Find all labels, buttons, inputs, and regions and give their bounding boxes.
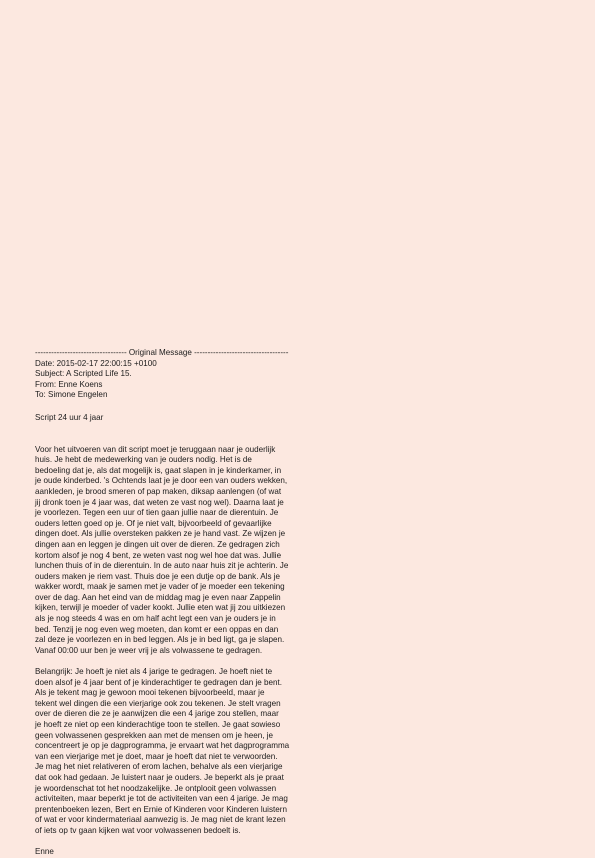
text-line: over de dieren die ze je aanwijzen die een 4 jarige zou stellen, maar [35,709,279,719]
text-line: van een vierjarige met je doet, maar je hoeft dat niet te verwoorden. [35,751,278,761]
text-line: aankleden, je brood smeren of pap maken, diksap aanlengen (of wat [35,486,282,496]
email-date: Date: 2015-02-17 22:00:15 +0100 [35,358,157,368]
text-line: huis. Je hebt de medewerking van je ouders nodig. Het is de [35,455,252,465]
text-line: concentreert je op je dagprogramma, je ervaart wat het dagprogramma [35,741,290,751]
script-heading: Script 24 uur 4 jaar [35,412,104,422]
text-line: dat ook had gedaan. Je luistert naar je ouders. Je beperkt als je praat [35,772,284,782]
text-line: als je nog steeds 4 was en om half acht legt een van je ouders je in [35,614,276,624]
text-line: of wat er voor kindermateriaal aanwezig is. Je mag niet de krant lezen [35,815,286,825]
text-line: je woordenschat tot het noodzakelijke. Je ontplooit geen volwassen [35,783,277,793]
text-line: je voorlezen. Tegen een uur of tien gaan jullie naar de dierentuin. Je [35,508,279,518]
text-line: of iets op tv gaan kijken wat voor volwassenen bedoelt is. [35,825,241,835]
text-line: jij dronk toen je 4 jaar was, dat weten ze vast nog wel). Daarna laat je [35,497,284,507]
text-line: Als je tekent mag je gewoon mooi tekenen bijvoorbeeld, maar je [35,688,265,698]
text-line: bed. Tenzij je nog even weg moeten, dan komt er een oppas en dan [35,624,279,634]
text-line: lunchen thuis of in de dierentuin. In de auto naar huis zit je achterin. Je [35,561,289,571]
paragraph-instructions [35,445,565,657]
text-line: Belangrijk: Je hoeft je niet als 4 jarige te gedragen. Je hoeft niet te [35,667,273,677]
text-line: ouders maken je riem vast. Thuis doe je een dutje op de bank. Als je [35,571,281,581]
text-line: je hoeft ze niet op een kinderachtige toon te stellen. Je gaat sowieso [35,720,281,729]
text-line: Je mag het niet relativeren of erom lachen, behalve als een vierjarige [35,762,283,772]
text-line: Vanaf 00:00 uur ben je weer vrij je als volwassene te gedragen. [35,645,263,655]
text-line: over de dag. Aan het eind van de middag mag je even naar Zappelin [35,592,281,602]
text-line: activiteiten, maar beperkt je tot de activiteiten van een 4 jarige. Je mag [35,794,288,804]
email-to: To: Simone Engelen [35,390,108,400]
text-line: zal deze je voorlezen en in bed leggen. Als je in bed ligt, ga je slapen. [35,635,285,645]
text-line: Voor het uitvoeren van dit script moet je teruggaan naar je ouderlijk [35,444,276,454]
text-line: kijken, terwijl je moeder of vader kookt. Jullie eten wat jij zou uitkiezen [35,603,286,613]
text-line: geen volwassenen gesprekken aan met de mensen om je heen, je [35,730,274,740]
text-line: doen alsof je 4 jaar bent of je kinderachtiger te gedragen dan je bent. [35,677,283,687]
text-line: je oude kinderbed. 's Ochtends laat je je door een van ouders wekken, [35,476,288,486]
text-line: wakker wordt, maak je samen met je vader of je moeder een tekening [35,582,285,592]
text-line: dingen doet. Als jullie oversteken pakken ze je hand vast. Ze wijzen je [35,529,286,539]
text-line: prentenboeken lezen, Bert en Ernie of Kinderen voor Kinderen luistern [35,804,287,814]
paragraph-important [35,667,565,837]
text-line: dingen aan en leggen je dingen uit over de dieren. Ze gedragen zich [35,539,280,549]
text-line: bedoeling dat je, als dat mogelijk is, gaat slapen in je kinderkamer, in [35,465,282,475]
signature: Enne [35,847,54,857]
text-line: kortom alsof je nog 4 bent, ze weten vast nog wel hoe dat was. Jullie [35,550,282,560]
email-message [35,348,565,858]
text-line: tekent wel dingen die een vierjarige ook zou tekenen. Je stelt vragen [35,698,281,708]
text-line: ouders letten goed op je. Of je niet valt, bijvoorbeeld of gevaarlijke [35,518,272,528]
email-from: From: Enne Koens [35,379,103,389]
original-message-separator: ---------------------------------- Original Message ----------------------------------- [35,348,289,357]
email-subject: Subject: A Scripted Life 15. [35,369,132,379]
